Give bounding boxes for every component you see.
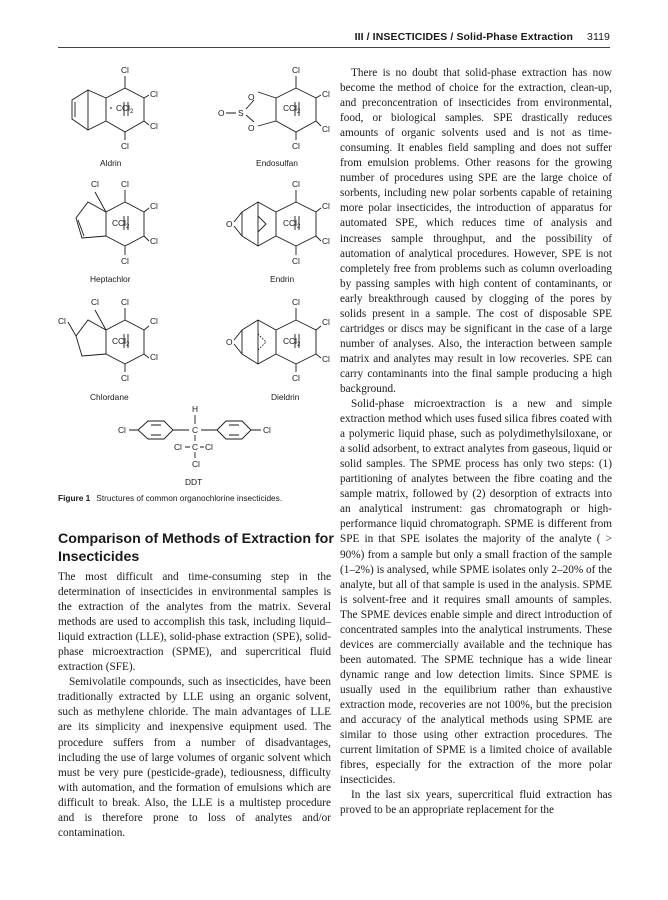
ddt-structure <box>118 404 271 487</box>
endrin-o: O <box>226 219 233 229</box>
dieldrin-cl-bottom: Cl <box>292 373 300 383</box>
right-paragraph: In the last six years, supercritical fluid extraction has proved to be an appropriate replacement for the <box>340 789 612 817</box>
heptachlor-name: Heptachlor <box>90 274 131 284</box>
endrin-structure <box>226 179 330 284</box>
dieldrin-cl-right-upper: Cl <box>322 317 330 327</box>
endrin-cl-top: Cl <box>292 179 300 189</box>
heptachlor-cl-top: Cl <box>121 179 129 189</box>
left-paragraph: The most difficult and time-consuming step in the determination of insecticides in environmental samples is the extraction of the analytes from the matrix. Several methods are used to accomplish this task, including liquid–liquid extraction (LLE), solid-phase extraction (SPE), solid-phase microextraction (SPME), and supercritical fluid extraction (SFE). <box>58 571 331 674</box>
endosulfan-structure <box>218 65 330 168</box>
dieldrin-structure <box>226 297 330 402</box>
chlordane-cl-right-lower: Cl <box>150 352 158 362</box>
chlordane-cl-bottom: Cl <box>121 373 129 383</box>
heptachlor-cl-bottom: Cl <box>121 256 129 266</box>
endosulfan-cl-right-upper: Cl <box>322 89 330 99</box>
chlordane-structure <box>58 297 158 402</box>
left-column <box>58 570 331 841</box>
chlordane-cl-top-left: Cl <box>91 297 99 307</box>
running-title: III / INSECTICIDES / Solid-Phase Extraction <box>354 31 574 43</box>
aldrin-cl-right-lower: Cl <box>150 121 158 131</box>
ddt-cl-ccl3-left: Cl <box>174 442 182 452</box>
endosulfan-o-lower: O <box>248 123 255 133</box>
endosulfan-o-oxide: O <box>218 108 225 118</box>
ddt-cl-ccl3-right: Cl <box>205 442 213 452</box>
endrin-cl-right-lower: Cl <box>322 236 330 246</box>
right-column <box>340 66 612 818</box>
ddt-h: H <box>192 404 199 414</box>
endosulfan-name: Endosulfan <box>256 158 298 168</box>
aldrin-cl-bottom: Cl <box>121 141 129 151</box>
endosulfan-ccl2: CCl$_2$ <box>283 103 301 115</box>
chlordane-ccl2: CCl$_2$ <box>112 336 130 348</box>
ddt-c-central: C <box>192 425 199 435</box>
aldrin-name: Aldrin <box>100 158 122 168</box>
chlordane-name: Chlordane <box>90 392 129 402</box>
page-number: 3119 <box>587 31 610 43</box>
endosulfan-o-upper: O <box>248 92 255 102</box>
right-paragraph: Solid-phase microextraction is a new and simple extraction method which uses fused silica fibres coated with a polymeric liquid phase, such as polydimethylsiloxane, or a solid adsorbent, to extract analytes from gaseous, liquid or solid samples. The SPME process has only two steps: (1) partitioning of analytes between the fibre coating and the sample matrix, followed by (2) desorption of extracts into an analytical instrument: gas chromatograph or high-performance liquid chromatograph. SPME is different from SPE in that SPE isolates the majority of the analyte ( > 90%) from a sample but only a small fraction of the sample (1–2%) is analysed, while SPME isolates only 2–20% of the analyte, but all of that sample is used in the analysis. SPME is solvent-free and it requires small amounts of samples. The SPME devices enable simple and direct introduction of concentrated samples into the analytical instruments. These devices are commercially available and the technique has been automated. The SPME technique has a wide linear dynamic range and low detection limits. Since SPME is usually used in the equilibrium rather than exhaustive extraction mode, recoveries are not 100%, but the precision and accuracy of the analytical methods using SPME are similar to those using other extraction procedures. The current limitation of SPME is a limited choice of available fibres, especially for the extraction of the more polar insecticides. <box>340 398 612 787</box>
structures-diagram <box>58 60 334 500</box>
endosulfan-cl-right-lower: Cl <box>322 124 330 134</box>
endrin-ccl2: CCl$_2$ <box>283 218 301 230</box>
figure-caption <box>58 493 334 503</box>
dieldrin-name: Dieldrin <box>271 392 300 402</box>
dieldrin-ccl2: CCl$_2$ <box>283 336 301 348</box>
ddt-cl-ccl3-bottom: Cl <box>192 459 200 469</box>
heptachlor-structure <box>76 179 158 284</box>
endosulfan-cl-bottom: Cl <box>292 141 300 151</box>
left-paragraph: Semivolatile compounds, such as insecticides, have been traditionally extracted by LLE using an organic solvent, such as methylene chloride. The main advantages of LLE are its simplicity and inexpensive equipment used. The procedure suffers from a number of disadvantages, including the use of large volumes of organic solvent which must be very pure (pesticide-grade), tediousness, difficulty with automation, and the formation of emulsions which are difficult to break. Also, the LLE is a multistep procedure and is therefore prone to loss of analytes and/or contamination. <box>58 676 331 839</box>
aldrin-cl-right-upper: Cl <box>150 89 158 99</box>
heptachlor-ccl2: CCl$_2$ <box>112 218 130 230</box>
ddt-cl-left: Cl <box>118 425 126 435</box>
heptachlor-cl-right-lower: Cl <box>150 236 158 246</box>
section-title: Comparison of Methods of Extraction for Insecticides <box>58 531 334 565</box>
ddt-c-ccl3: C <box>192 442 199 452</box>
figure-caption-label: Figure 1 <box>58 493 91 503</box>
aldrin-ccl2: CCl$_2$ <box>116 103 134 115</box>
heptachlor-cl-right-upper: Cl <box>150 201 158 211</box>
chlordane-cl-far-left: Cl <box>58 316 66 326</box>
header-rule <box>58 47 610 48</box>
aldrin-structure <box>72 65 158 168</box>
heptachlor-cl-left: Cl <box>91 179 99 189</box>
running-header <box>355 31 610 43</box>
aldrin-cl-top: Cl <box>121 65 129 75</box>
endrin-cl-bottom: Cl <box>292 256 300 266</box>
right-paragraph: There is no doubt that solid-phase extraction has now become the method of choice for the extraction, clean-up, and preconcentration of insecticides from environmental, food, or biological samples. SPE drastically reduces amounts of organic solvents used and is not as time-consuming. It enables field sampling and does not suffer from emulsion problems. Other reasons for the growing number of procedures using SPE are the large choice of sorbents, including new polar sorbents capable of retaining more polar insecticides, the introduction of apparatus for automated SPE, which reduces time of analysis and increases sample throughput, and the possibility of automation of analytical procedures. However, SPE is not completely free from problems such as column overloading by passing samples with high content of contaminants, or early breakthrough caused by clogging of the pores by solids present in a sample. The cost of disposable SPE cartridges or discs may be significant in the case of a large number of analyses. Also, the interaction between sample matrix and analytes may result in low recoveries. SPE can carry contaminants into the final sample producing a high background. <box>340 67 612 395</box>
dieldrin-o: O <box>226 337 233 347</box>
endosulfan-s: S <box>238 108 244 118</box>
chlordane-cl-right-upper: Cl <box>150 316 158 326</box>
ddt-name: DDT <box>185 477 203 487</box>
endrin-name: Endrin <box>270 274 295 284</box>
dieldrin-cl-top: Cl <box>292 297 300 307</box>
figure-1 <box>58 60 334 500</box>
endrin-cl-right-upper: Cl <box>322 201 330 211</box>
dieldrin-cl-right-lower: Cl <box>322 354 330 364</box>
ddt-cl-right: Cl <box>263 425 271 435</box>
figure-caption-text: Structures of common organochlorine insecticides. <box>96 493 283 503</box>
endosulfan-cl-top: Cl <box>292 65 300 75</box>
chlordane-cl-top: Cl <box>121 297 129 307</box>
